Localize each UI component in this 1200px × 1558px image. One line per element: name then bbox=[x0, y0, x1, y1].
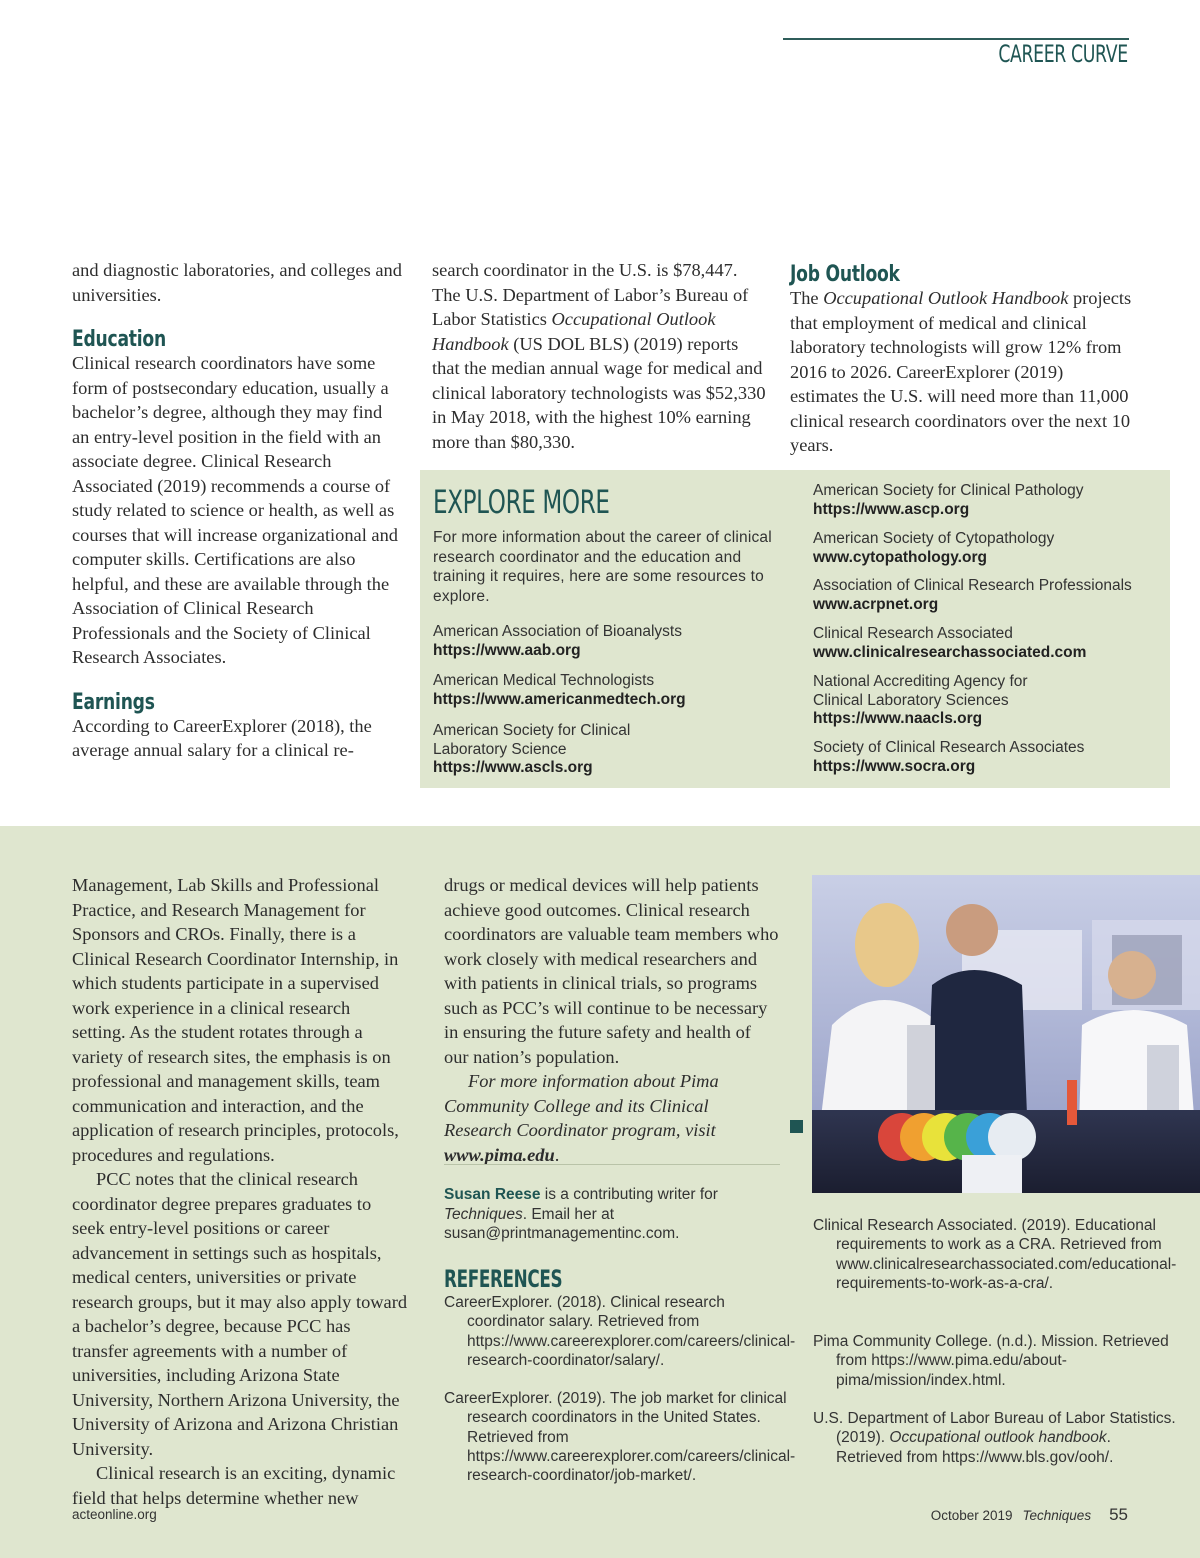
bottom-column-1 bbox=[72, 873, 408, 1510]
footer-magazine: Techniques bbox=[1022, 1508, 1092, 1523]
reference-text-end: . Retrieved from https://www.bls.gov/ooh/. bbox=[836, 1429, 1114, 1466]
resource-link[interactable]: https://www.socra.org bbox=[813, 757, 976, 775]
reference-item bbox=[813, 1332, 1181, 1390]
explore-more-intro: For more information about the career of clinical research coordinator and the education and training it requires, here are some resources to explore. bbox=[433, 529, 772, 605]
resource-name: American Society for Clinical Pathology bbox=[813, 482, 1084, 499]
explore-more-title: EXPLORE MORE bbox=[433, 483, 610, 521]
resource-name: American Medical Technologists bbox=[433, 672, 655, 689]
resource-link[interactable]: https://www.ascls.org bbox=[433, 759, 593, 776]
author-divider bbox=[444, 1164, 780, 1165]
resource-link[interactable]: www.acrpnet.org bbox=[813, 595, 939, 613]
resource-item bbox=[813, 673, 1073, 729]
author-bio bbox=[444, 1185, 744, 1244]
resource-item bbox=[433, 623, 793, 660]
more-info-text: For more information about Pima Community College and its Clinical Research Coordinator program, visit bbox=[444, 1071, 719, 1140]
reference-text: Pima Community College. (n.d.). Mission. Retrieved from https://www.pima.edu/about-pima/mission/index.html. bbox=[813, 1333, 1169, 1389]
pima-link[interactable]: www.pima.edu bbox=[444, 1144, 555, 1165]
resource-item bbox=[813, 482, 1168, 519]
resource-link[interactable]: www.clinicalresearchassociated.com bbox=[813, 643, 1087, 661]
wage-text-c: (US DOL BLS) (2019) reports that the median annual wage for medical and clinical laboratory technologists was $52,330 in May 2018, with the highest 10% earning more than $80,330. bbox=[432, 333, 766, 452]
more-info-end: . bbox=[554, 1144, 560, 1165]
reference-title: Occupational outlook handbook bbox=[889, 1429, 1107, 1447]
reference-item bbox=[813, 1409, 1181, 1467]
intro-paragraph: and diagnostic laboratories, and colleges and universities. bbox=[72, 260, 402, 305]
earnings-heading: Earnings bbox=[72, 689, 155, 715]
wage-handbook-title: Occupational Outlook Handbook bbox=[432, 309, 716, 354]
earnings-paragraph: According to CareerExplorer (2018), the average annual salary for a clinical re- bbox=[72, 715, 372, 760]
resource-link[interactable]: https://www.aab.org bbox=[433, 641, 581, 659]
resource-name: Society of Clinical Research Associates bbox=[813, 739, 1085, 756]
author-text-a: is a contributing writer for bbox=[540, 1186, 718, 1203]
reference-item: CareerExplorer. (2018). Clinical research coordinator salary. Retrieved from https://www.careerexplorer.com/careers/clinical-research-coordinator/salary/. bbox=[444, 1294, 796, 1369]
resource-item bbox=[813, 577, 1168, 614]
reference-item: CareerExplorer. (2019). The job market for clinical research coordinators in the United States. Retrieved from https://www.careerexplorer.com/careers/clinical-research-coordinator/job-market/. bbox=[444, 1390, 796, 1485]
reference-text: U.S. Department of Labor Bureau of Labor Statistics. (2019). bbox=[813, 1410, 1176, 1447]
resource-name: Clinical Research Associated bbox=[813, 625, 1013, 642]
resource-name: American Society of Cytopathology bbox=[813, 530, 1055, 547]
education-heading: Education bbox=[72, 327, 166, 352]
page-number: 55 bbox=[1109, 1505, 1128, 1524]
footer-site: acteonline.org bbox=[72, 1507, 157, 1522]
resource-link[interactable]: https://www.ascp.org bbox=[813, 500, 970, 518]
section-title: CAREER CURVE bbox=[998, 40, 1128, 68]
footer-date: October 2019 bbox=[930, 1508, 1013, 1523]
resource-item bbox=[813, 625, 1168, 662]
resource-name: Association of Clinical Research Professionals bbox=[813, 577, 1132, 594]
reference-text: Clinical Research Associated. (2019). Educational requirements to work as a CRA. Retrieved from www.clinicalresearchassociated.com/educational-requirements-to-work-as-a-cra/. bbox=[813, 1217, 1177, 1292]
resource-item bbox=[433, 672, 793, 709]
bottom-column-2 bbox=[444, 873, 780, 1167]
resource-item bbox=[813, 739, 1168, 776]
top-column-2 bbox=[432, 258, 768, 454]
resource-name: National Accrediting Agency for Clinical Laboratory Sciences bbox=[813, 673, 1028, 709]
lab-photo bbox=[812, 875, 1200, 1193]
top-column-1 bbox=[72, 258, 404, 763]
outlook-text-c: projects that employment of medical and clinical laboratory technologists will grow 12% from 2016 to 2026. CareerExplorer (2019) estimates the U.S. will need more than 11,000 clinical research coordinators over the next 10 years. bbox=[790, 288, 1132, 455]
resource-name: American Association of Bioanalysts bbox=[433, 623, 682, 640]
wage-text-a: search coordinator in the U.S. is $78,447. The U.S. Department of Labor’s Bureau of Labor Statistics bbox=[432, 260, 749, 329]
references-heading: REFERENCES bbox=[444, 1265, 563, 1293]
program-paragraph: Management, Lab Skills and Professional Practice, and Research Management for Sponsors and CROs. Finally, there is a Clinical Research Coordinator Internship, in which students participate in a supervised work experience in a clinical research setting. As the student rotates through a variety of research sites, the emphasis is on professional and management skills, team communication and interaction, and the application of research principles, protocols, procedures and regulations. bbox=[72, 875, 399, 1165]
top-column-3 bbox=[790, 262, 1135, 458]
author-magazine: Techniques bbox=[444, 1205, 523, 1223]
job-outlook-heading: Job Outlook bbox=[790, 262, 900, 287]
end-mark bbox=[790, 1120, 803, 1133]
resource-link[interactable]: https://www.naacls.org bbox=[813, 710, 983, 727]
resource-name: American Society for Clinical Laboratory Science bbox=[433, 722, 631, 758]
resource-link[interactable]: www.cytopathology.org bbox=[813, 548, 987, 566]
outcomes-paragraph: drugs or medical devices will help patients achieve good outcomes. Clinical research coordinators are valuable team members who work closely with medical researchers and with patients in clinical trials, so programs such as PCC’s will continue to be necessary in ensuring the future safety and health of our nation’s population. bbox=[444, 875, 779, 1067]
footer-folio bbox=[931, 1505, 1128, 1525]
education-paragraph: Clinical research coordinators have some form of postsecondary education, usually a bachelor’s degree, although they may find an entry-level position in the field with an associate degree. Clinical Research Associated (2019) recommends a course of study related to science or health, as well as courses that will increase organizational and computer skills. Certifications are also helpful, and these are available through the Association of Clinical Research Professionals and the Society of Clinical Research Associates. bbox=[72, 353, 398, 667]
more-info-paragraph bbox=[444, 1069, 780, 1167]
resource-item bbox=[433, 722, 693, 778]
resource-link[interactable]: https://www.americanmedtech.org bbox=[433, 690, 686, 708]
author-name: Susan Reese bbox=[444, 1186, 541, 1203]
field-paragraph: Clinical research is an exciting, dynamic field that helps determine whether new bbox=[72, 1463, 396, 1508]
outlook-handbook-title: Occupational Outlook Handbook bbox=[823, 288, 1069, 308]
wage-paragraph bbox=[432, 258, 768, 454]
outlook-text-a: The bbox=[790, 288, 824, 308]
reference-item bbox=[813, 1216, 1181, 1293]
resource-item bbox=[813, 530, 1168, 567]
degree-paragraph: PCC notes that the clinical research coordinator degree prepares graduates to seek entry-level positions or career advancement in settings such as hospitals, medical centers, universities or private research groups, but it may also apply toward a bachelor’s degree, because PCC has transfer agreements with a number of universities, including Arizona State University, Northern Arizona University, the University of Arizona and Arizona Christian University. bbox=[72, 1169, 408, 1459]
author-text-b: . Email her at susan@printmanagementinc.com. bbox=[444, 1205, 680, 1242]
job-outlook-paragraph bbox=[790, 286, 1135, 458]
